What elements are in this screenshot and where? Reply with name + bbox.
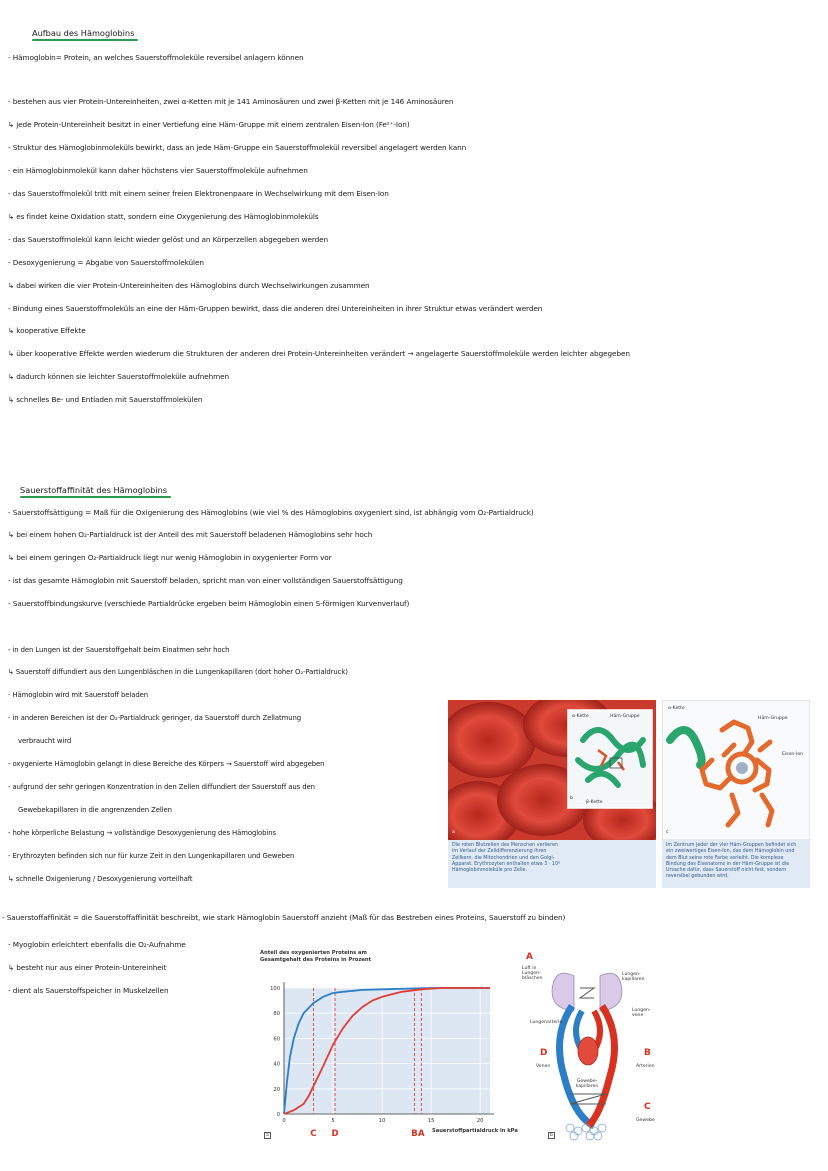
- note-line: - Hämoglobin= Protein, an welches Sauerstoffmoleküle reversibel anlagern können: [8, 53, 304, 62]
- label-beta-kette: β-Kette: [586, 800, 603, 805]
- note-line: - Bindung eines Sauerstoffmoleküls an eine der Häm-Gruppen bewirkt, dass die anderen drei Untereinheiten in ihrer Struktur etwas verändert werden: [8, 304, 543, 313]
- x-tick-label: 5: [331, 1118, 335, 1124]
- note-line: - Desoxygenierung = Abgabe von Sauerstoffmolekülen: [8, 258, 204, 267]
- note-line: - Erythrozyten befinden sich nur für kurze Zeit in den Lungenkapillaren und Geweben: [8, 852, 295, 860]
- note-line: - Sauerstoffaffinität = die Sauerstoffaffinität beschreibt, wie stark Hämoglobin Sauerstoff anzieht (Maß für das Bestreben eines Proteins, Sauerstoff zu binden): [2, 913, 566, 922]
- caption-erythrocytes: Die roten Blutzellen des Menschen verlieren im Verlauf der Zelldifferenzierung ihren Zellkern, die Mitochondrien und den Golgi-Apparat. Erythrozyten enthalten etwa 3 · 10⁸ Hämoglobinmoleküle pro Zelle.: [452, 843, 560, 874]
- circulation-panel-label: b: [550, 1133, 553, 1138]
- note-line: - Myoglobin erleichtert ebenfalls die O₂-Aufnahme: [8, 940, 186, 949]
- note-line: - Sauerstoffsättigung = Maß für die Oxigenierung des Hämoglobins (wie viel % des Hämoglobins oxygeniert sind, ist abhängig vom O₂-Partialdruck): [8, 508, 534, 517]
- note-line: ↳ über kooperative Effekte werden wiederum die Strukturen der anderen drei Protein-Untereinheiten verändert → angelagerte Sauerstoffmoleküle werden leichter abgegeben: [8, 349, 630, 358]
- note-line: ↳ es findet keine Oxidation statt, sondern eine Oxygenierung des Hämoglobinmoleküls: [8, 212, 319, 221]
- note-line: - in den Lungen ist der Sauerstoffgehalt beim Einatmen sehr hoch: [8, 646, 230, 654]
- chart-panel-label: a: [266, 1133, 269, 1138]
- section-heading-affinitaet: [20, 485, 167, 495]
- note-line: ↳ schnelle Oxigenierung / Desoxygenierung vorteilhaft: [8, 875, 193, 883]
- note-line: Gewebekapillaren in die angrenzenden Zellen: [18, 806, 172, 814]
- label-alpha-kette-c: α-Kette: [668, 706, 685, 711]
- note-line: - das Sauerstoffmolekül kann leicht wieder gelöst und an Körperzellen abgegeben werden: [8, 235, 329, 244]
- haem-group-figure: [662, 700, 810, 888]
- note-line: - oxygenierte Hämoglobin gelangt in diese Bereiche des Körpers → Sauerstoff wird abgegeben: [8, 760, 325, 768]
- note-line: - aufgrund der sehr geringen Konzentration in den Zellen diffundiert der Sauerstoff aus den: [8, 783, 315, 791]
- chart-title: Anteil des oxygenierten Proteins am Gesamtgehalt des Proteins in Prozent: [260, 950, 372, 963]
- heading-text: Sauerstoffaffinität des Hämoglobins: [20, 485, 168, 495]
- heading-text: Aufbau des Hämoglobins: [32, 28, 135, 38]
- marker-label-c: C: [310, 1129, 317, 1139]
- marker-label-b: B: [411, 1129, 418, 1139]
- caption-haem: Im Zentrum jeder der vier Häm-Gruppen befindet sich ein zweiwertiges Eisen-Ion, das dem Hämoglobin und dem Blut seine rote Farbe verleiht. Die komplexe Bindung des Eisenatoms in der Häm-Gruppe ist die Ursache dafür, dass Sauerstoff nicht fest, sondern reversibel gebunden wird.: [666, 843, 797, 880]
- x-tick-label: 0: [282, 1118, 286, 1124]
- y-tick-label: 20: [273, 1086, 280, 1093]
- label-haem-gruppe-c: Häm-Gruppe: [758, 716, 788, 721]
- label-lungenkapillaren: Lungen-kapillaren: [622, 972, 645, 982]
- y-tick-label: 40: [273, 1061, 280, 1068]
- note-line: ↳ bei einem hohen O₂-Partialdruck ist der Anteil des mit Sauerstoff beladenen Hämoglobins sehr hoch: [8, 530, 373, 539]
- label-eisen-ion: Eisen-Ion: [782, 752, 804, 757]
- marker-d-venen: D: [540, 1048, 548, 1058]
- y-tick-label: 80: [273, 1011, 280, 1018]
- note-line: verbraucht wird: [18, 737, 72, 745]
- note-line: ↳ jede Protein-Untereinheit besitzt in einer Vertiefung eine Häm-Gruppe mit einem zentralen Eisen-Ion (Fe²⁺-Ion): [8, 120, 410, 129]
- marker-b-arterien: B: [644, 1048, 651, 1058]
- note-line: - ist das gesamte Hämoglobin mit Sauerstoff beladen, spricht man von einer vollständigen Sauerstoffsättigung: [8, 576, 403, 585]
- note-line: ↳ dadurch können sie leichter Sauerstoffmoleküle aufnehmen: [8, 372, 230, 381]
- y-tick-label: 100: [270, 986, 280, 992]
- erythrocyte-figure: [448, 700, 656, 888]
- note-line: ↳ kooperative Effekte: [8, 326, 86, 335]
- label-arterien: Arterien: [636, 1064, 655, 1069]
- note-line: - ein Hämoglobinmolekül kann daher höchstens vier Sauerstoffmoleküle aufnehmen: [8, 166, 308, 175]
- label-gewebe: Gewebe: [636, 1118, 655, 1123]
- panel-label-b: b: [570, 796, 573, 801]
- erythrocyte-image: [448, 700, 656, 840]
- x-tick-label: 20: [476, 1118, 484, 1124]
- note-line: - Sauerstoffbindungskurve (verschiede Partialdrücke ergeben beim Hämoglobin einen S-förmigen Kurvenverlauf): [8, 599, 410, 608]
- x-tick-label: 10: [378, 1118, 386, 1124]
- note-line: ↳ Sauerstoff diffundiert aus den Lungenbläschen in die Lungenkapillaren (dort hoher O₂-Partialdruck): [8, 668, 348, 676]
- note-line: ↳ besteht nur aus einer Protein-Untereinheit: [8, 963, 167, 972]
- panel-label-c: c: [666, 830, 669, 835]
- y-tick-label: 0: [276, 1112, 280, 1118]
- chart-svg: [258, 948, 498, 1144]
- note-line: - Hämoglobin wird mit Sauerstoff beladen: [8, 691, 149, 699]
- label-lungenvene: Lungen-vene: [632, 1008, 651, 1018]
- label-venen: Venen: [536, 1064, 551, 1069]
- haem-group-image: [662, 700, 810, 840]
- label-gewebekapillaren: Gewebe-kapillaren: [575, 1079, 599, 1089]
- label-alpha-kette-b: α-Kette: [572, 714, 589, 719]
- x-tick-label: 15: [427, 1118, 435, 1124]
- label-lungenarterie: Lungenarterie: [530, 1020, 563, 1025]
- section-heading-aufbau: [32, 28, 134, 38]
- note-line: - das Sauerstoffmolekül tritt mit einem seiner freien Elektronenpaare in Wechselwirkung mit dem Eisen-Ion: [8, 189, 389, 198]
- note-line: - bestehen aus vier Protein-Untereinheiten, zwei α-Ketten mit je 141 Aminosäuren und zwei β-Ketten mit je 146 Aminosäuren: [8, 97, 454, 106]
- circulation-diagram: [512, 946, 682, 1146]
- label-haem-gruppe-b: Häm-Gruppe: [610, 714, 640, 719]
- marker-c-gewebe: C: [644, 1102, 651, 1112]
- note-line: - in anderen Bereichen ist der O₂-Partialdruck geringer, da Sauerstoff durch Zellatmung: [8, 714, 302, 722]
- label-luft: Luft in Lungen-bläschen: [522, 966, 543, 981]
- note-line: - dient als Sauerstoffspeicher in Muskelzellen: [8, 986, 169, 995]
- marker-a-lung: A: [526, 952, 533, 962]
- marker-label-d: D: [331, 1129, 339, 1139]
- oxygen-binding-chart: [258, 948, 518, 1144]
- y-tick-label: 60: [273, 1036, 280, 1043]
- note-line: ↳ schnelles Be- und Entladen mit Sauerstoffmolekülen: [8, 395, 203, 404]
- note-line: - Struktur des Hämoglobinmoleküls bewirkt, dass an jede Häm-Gruppe ein Sauerstoffmolekül reversibel angelagert werden kann: [8, 143, 467, 152]
- chart-xlabel: Sauerstoffpartialdruck in kPa: [432, 1128, 518, 1134]
- panel-label-a: a: [452, 830, 455, 835]
- note-line: - hohe körperliche Belastung → vollständige Desoxygenierung des Hämoglobins: [8, 829, 277, 837]
- marker-label-a: A: [418, 1129, 425, 1139]
- note-line: ↳ dabei wirken die vier Protein-Untereinheiten des Hämoglobins durch Wechselwirkungen zusammen: [8, 281, 370, 290]
- plot-area: [284, 988, 490, 1114]
- note-line: ↳ bei einem geringen O₂-Partialdruck liegt nur wenig Hämoglobin in oxygenierter Form vor: [8, 553, 332, 562]
